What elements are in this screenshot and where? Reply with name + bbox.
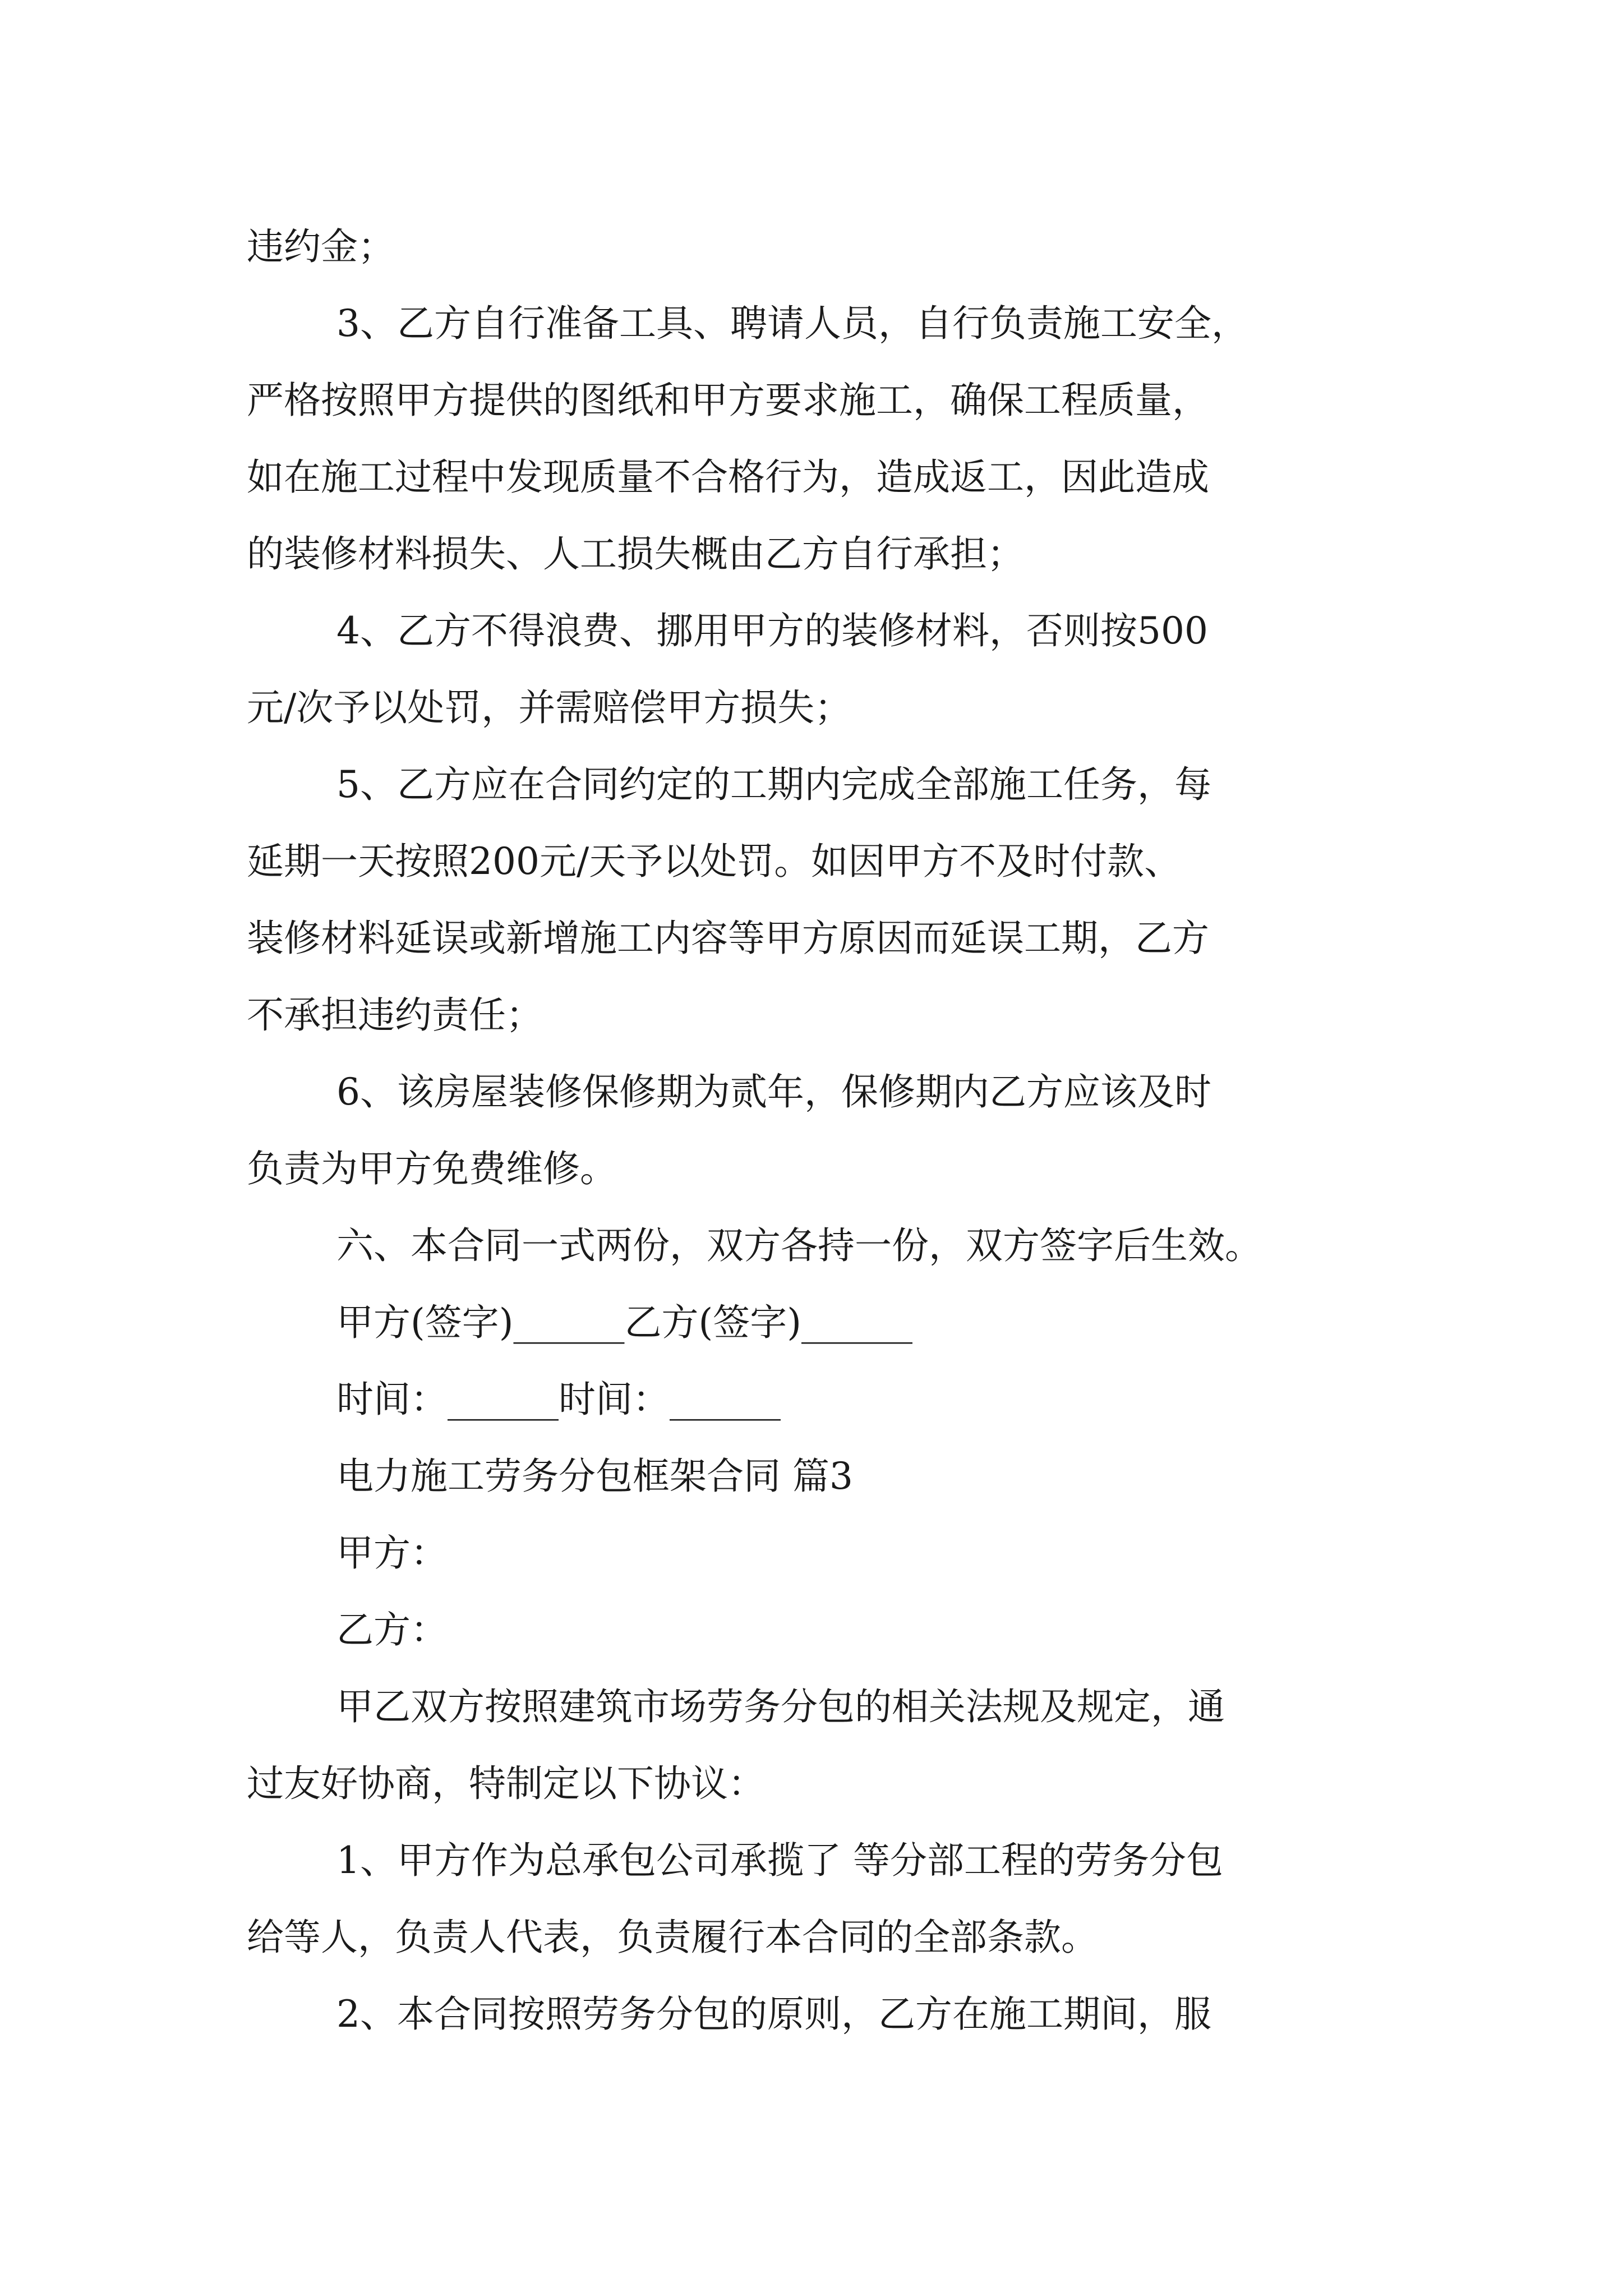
text-line: 给等人，负责人代表，负责履行本合同的全部条款。 bbox=[247, 1916, 1098, 1959]
clause-1-line: 1、甲方作为总承包公司承揽了 等分部工程的劳务分包 bbox=[336, 1839, 1223, 1882]
text-line: 违约金； bbox=[247, 225, 395, 268]
signature-line: 甲方(签字)______乙方(签字)______ bbox=[336, 1301, 912, 1344]
clause-6-line: 6、该房屋装修保修期为贰年，保修期内乙方应该及时 bbox=[336, 1070, 1211, 1114]
text-line: 不承担违约责任； bbox=[247, 993, 543, 1037]
clause-4-line: 4、乙方不得浪费、挪用甲方的装修材料，否则按500 bbox=[336, 609, 1208, 652]
preamble-line: 甲乙双方按照建筑市场劳务分包的相关法规及规定，通 bbox=[336, 1685, 1225, 1728]
contract-heading: 电力施工劳务分包框架合同 篇3 bbox=[336, 1455, 853, 1498]
text-line: 元/次予以处罚，并需赔偿甲方损失； bbox=[247, 686, 852, 729]
text-line: 过友好协商，特制定以下协议： bbox=[247, 1762, 765, 1805]
text-line: 装修材料延误或新增施工内容等甲方原因而延误工期，乙方 bbox=[247, 917, 1209, 960]
text-line: 延期一天按照200元/天予以处罚。如因甲方不及时付款、 bbox=[247, 840, 1182, 883]
text-line: 负责为甲方免费维修。 bbox=[247, 1147, 617, 1190]
text-line: 如在施工过程中发现质量不合格行为，造成返工，因此造成 bbox=[247, 455, 1209, 499]
clause-5-line: 5、乙方应在合同约定的工期内完成全部施工任务，每 bbox=[336, 763, 1211, 806]
date-line: 时间：______时间：______ bbox=[336, 1378, 781, 1421]
clause-2-line: 2、本合同按照劳务分包的原则，乙方在施工期间，服 bbox=[336, 1993, 1211, 2036]
section-6-line: 六、本合同一式两份，双方各持一份，双方签字后生效。 bbox=[336, 1224, 1262, 1267]
text-line: 的装修材料损失、人工损失概由乙方自行承担； bbox=[247, 532, 1024, 576]
party-a-line: 甲方： bbox=[336, 1531, 448, 1575]
party-b-line: 乙方： bbox=[336, 1608, 448, 1651]
clause-3-line: 3、乙方自行准备工具、聘请人员，自行负责施工安全， bbox=[336, 302, 1248, 345]
text-line: 严格按照甲方提供的图纸和甲方要求施工，确保工程质量， bbox=[247, 379, 1209, 422]
